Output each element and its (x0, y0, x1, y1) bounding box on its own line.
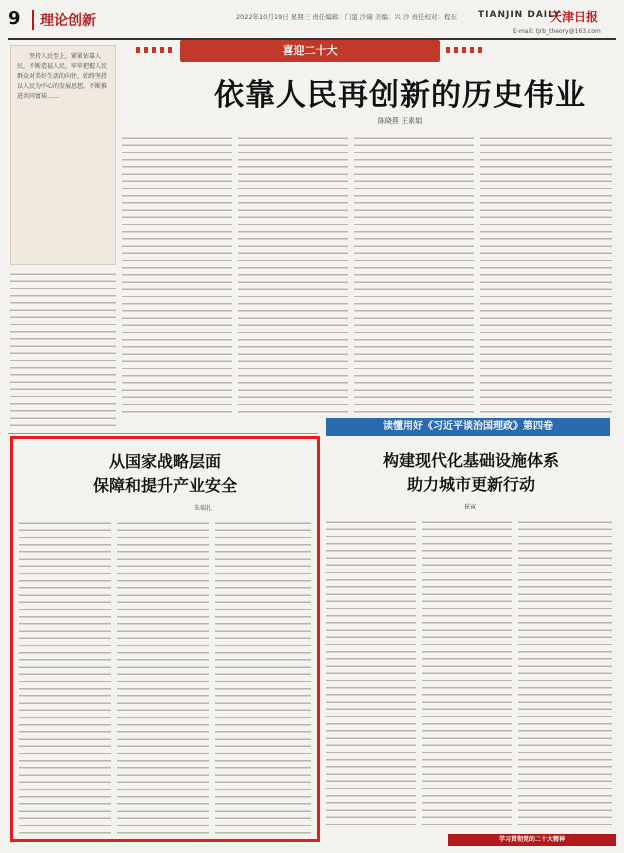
section-name: 理论创新 (32, 10, 96, 30)
article-right-title-line1: 构建现代化基础设施体系 (382, 451, 559, 470)
lead-column-5 (480, 134, 612, 416)
article-right-title-line2: 助力城市更新行动 (406, 475, 535, 494)
page-header (8, 8, 616, 40)
article-right-column-1 (326, 518, 416, 830)
lead-headline: 依靠人民再创新的历史伟业 (214, 78, 586, 113)
lead-column-2 (122, 134, 232, 416)
article-left-title-line1: 从国家战略层面 (108, 452, 221, 471)
article-left-column-2 (117, 519, 209, 837)
header-email: E-mail: tjrb_theory@163.com (513, 28, 601, 35)
feature-banner: 读懂用好《习近平谈治国理政》第四卷 (326, 418, 610, 436)
lead-column-3 (238, 134, 348, 416)
banner-decoration-left (136, 47, 176, 53)
article-right-column-3 (518, 518, 612, 830)
lead-byline: 陈晓燕 王素娟 (377, 117, 423, 125)
highlighted-article (10, 436, 320, 842)
page-number: 9 (8, 8, 21, 29)
banner-decoration-right (446, 47, 486, 53)
celebration-banner: 喜迎二十大 (180, 40, 440, 62)
paper-name-en: TIANJIN DAILY (478, 10, 561, 20)
footer-bar: 学习贯彻党的二十大精神 (448, 834, 616, 846)
lead-column-4 (354, 134, 474, 416)
lead-intro-text: 坚持人民至上，紧紧依靠人民，不断造福人民，牢牢把握人民群众对美好生活的向往，始终坚持以人民为中心的发展思想，不断推进共同富裕…… (17, 53, 108, 100)
article-left-column-3 (215, 519, 311, 837)
lead-column-1 (10, 270, 116, 430)
article-left-title-line2: 保障和提升产业安全 (92, 476, 237, 495)
article-right-column-2 (422, 518, 512, 830)
article-left-author: 朱瑞扎 (193, 505, 212, 512)
header-info: 2022年10月19日 星期三 责任编辑：门蛮 沙瑞 美编：兴 沙 责任校对：程东 (236, 13, 457, 21)
lead-intro-box (10, 45, 116, 265)
section-divider (8, 433, 318, 434)
article-right-author: 崔寅 (463, 504, 476, 511)
article-left-column-1 (19, 519, 111, 837)
paper-logo: 天津日报 (550, 10, 599, 24)
